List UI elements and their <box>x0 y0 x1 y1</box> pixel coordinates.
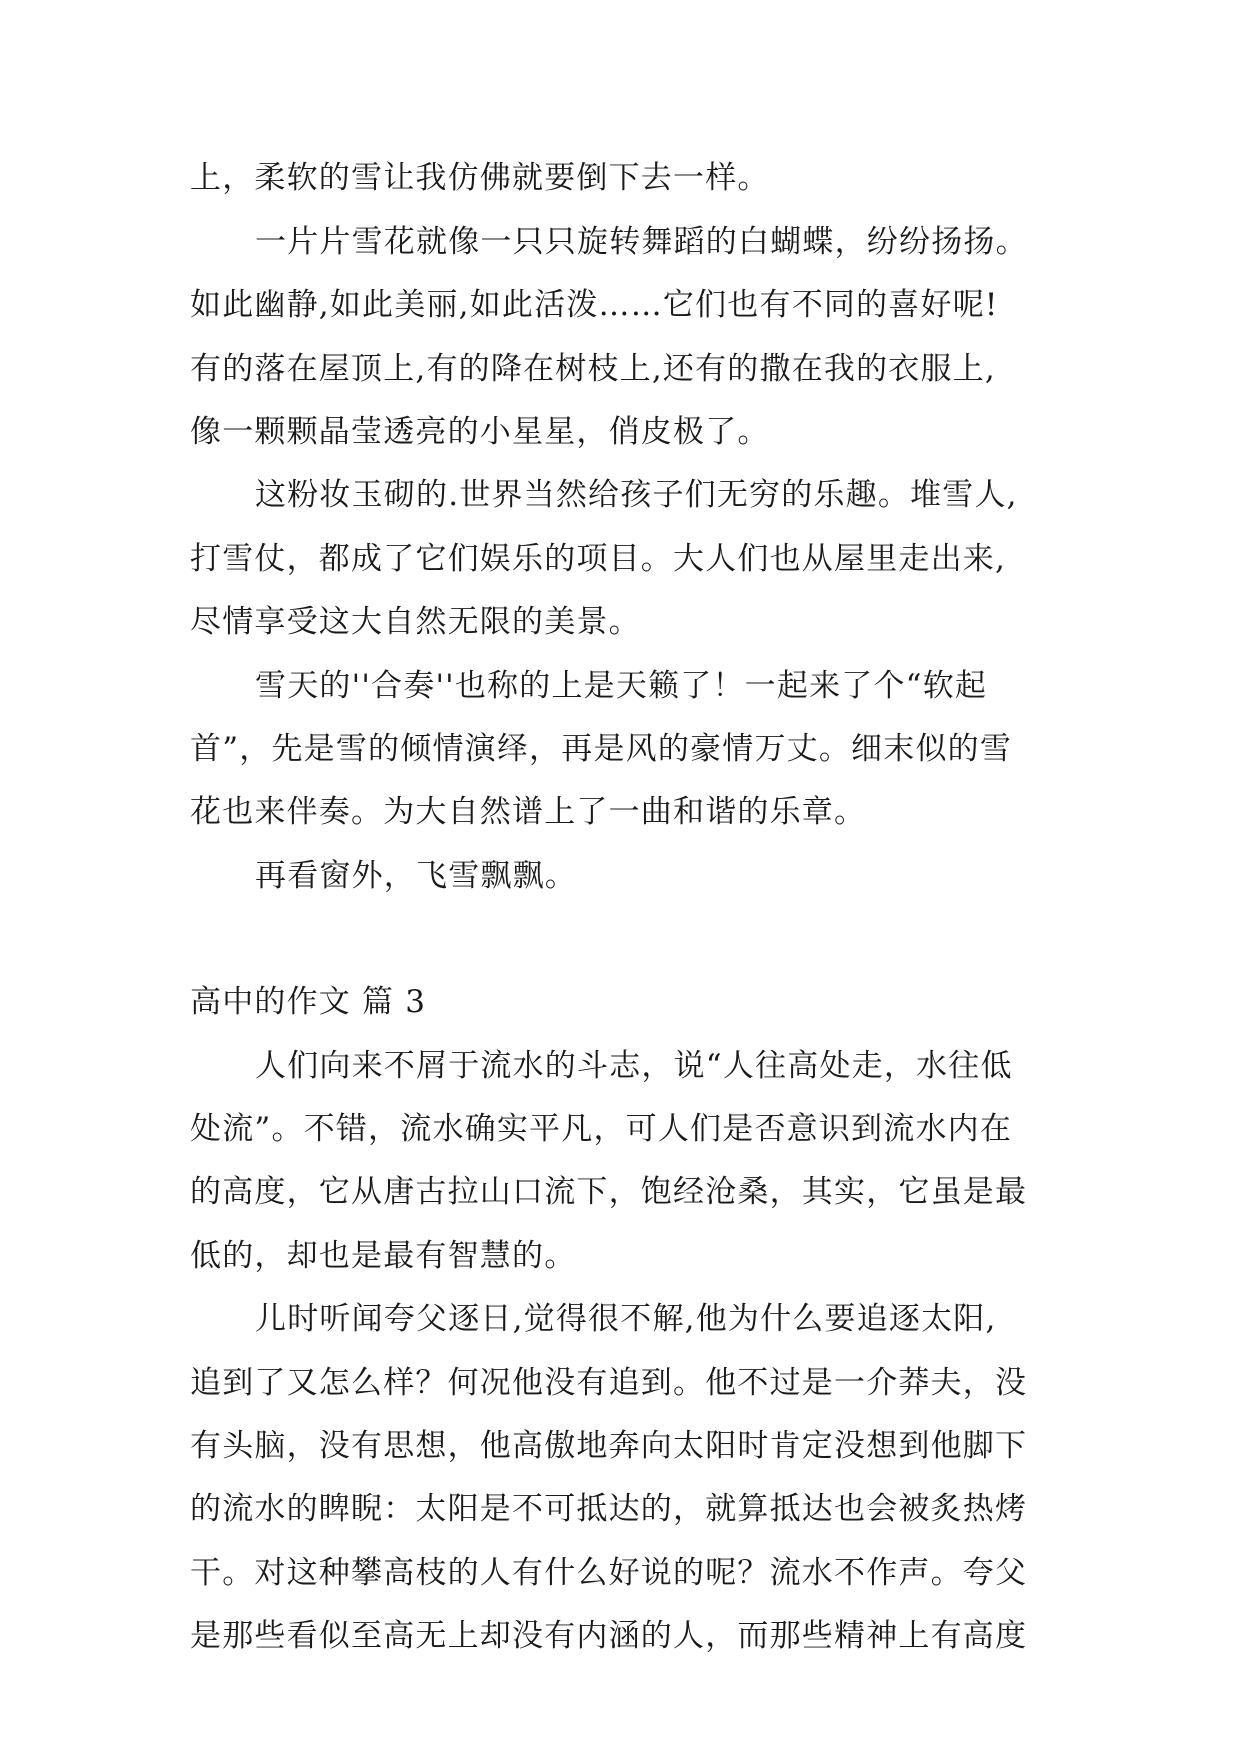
paragraph-first-line: 儿时听闻夸父逐日,觉得很不解,他为什么要追逐太阳, <box>255 1301 997 1337</box>
text-line: 首”，先是雪的倾情演绎，再是风的豪情万丈。细末似的雪 <box>190 731 1013 767</box>
text-line: 的流水的睥睨：太阳是不可抵达的，就算抵达也会被炙热烤 <box>190 1491 1028 1527</box>
text-line: 有的落在屋顶上,有的降在树枝上,还有的撒在我的衣服上, <box>190 351 996 387</box>
text-line: 的高度，它从唐古拉山口流下，饱经沧桑，其实，它虽是最 <box>190 1174 1028 1210</box>
text-line: 像一颗颗晶莹透亮的小星星，俏皮极了。 <box>190 414 770 450</box>
paragraph-first-line: 人们向来不屑于流水的斗志，说“人往高处走，水往低 <box>255 1048 1013 1084</box>
text-line: 尽情享受这大自然无限的美景。 <box>190 604 641 640</box>
text-line: 是那些看似至高无上却没有内涵的人，而那些精神上有高度 <box>190 1618 1028 1654</box>
text-line: 干。对这种攀高枝的人有什么好说的呢？流水不作声。夸父 <box>190 1555 1028 1591</box>
text-line: 处流”。不错，流水确实平凡，可人们是否意识到流水内在 <box>190 1111 1013 1147</box>
text-line: 花也来伴奏。为大自然谱上了一曲和谐的乐章。 <box>190 794 867 830</box>
section-heading: 高中的作文 篇 3 <box>190 984 427 1020</box>
text-line: 如此幽静,如此美丽,如此活泼……它们也有不同的喜好呢! <box>190 287 999 323</box>
paragraph-first-line: 雪天的''合奏''也称的上是天籁了！一起来了个“软起 <box>255 668 988 704</box>
paragraph-first-line: 这粉妆玉砌的.世界当然给孩子们无穷的乐趣。堆雪人, <box>255 477 1018 513</box>
text-line: 有头脑，没有思想，他高傲地奔向太阳时肯定没想到他脚下 <box>190 1428 1028 1464</box>
text-line: 低的，却也是最有智慧的。 <box>190 1238 577 1274</box>
text-line: 打雪仗，都成了它们娱乐的项目。大人们也从屋里走出来, <box>190 541 1007 577</box>
paragraph-first-line: 一片片雪花就像一只只旋转舞蹈的白蝴蝶，纷纷扬扬。 <box>255 224 1028 260</box>
paragraph-first-line: 再看窗外，飞雪飘飘。 <box>255 858 577 894</box>
text-line: 追到了又怎么样？何况他没有追到。他不过是一介莽夫，没 <box>190 1365 1028 1401</box>
text-line: 上，柔软的雪让我仿佛就要倒下去一样。 <box>190 160 770 196</box>
